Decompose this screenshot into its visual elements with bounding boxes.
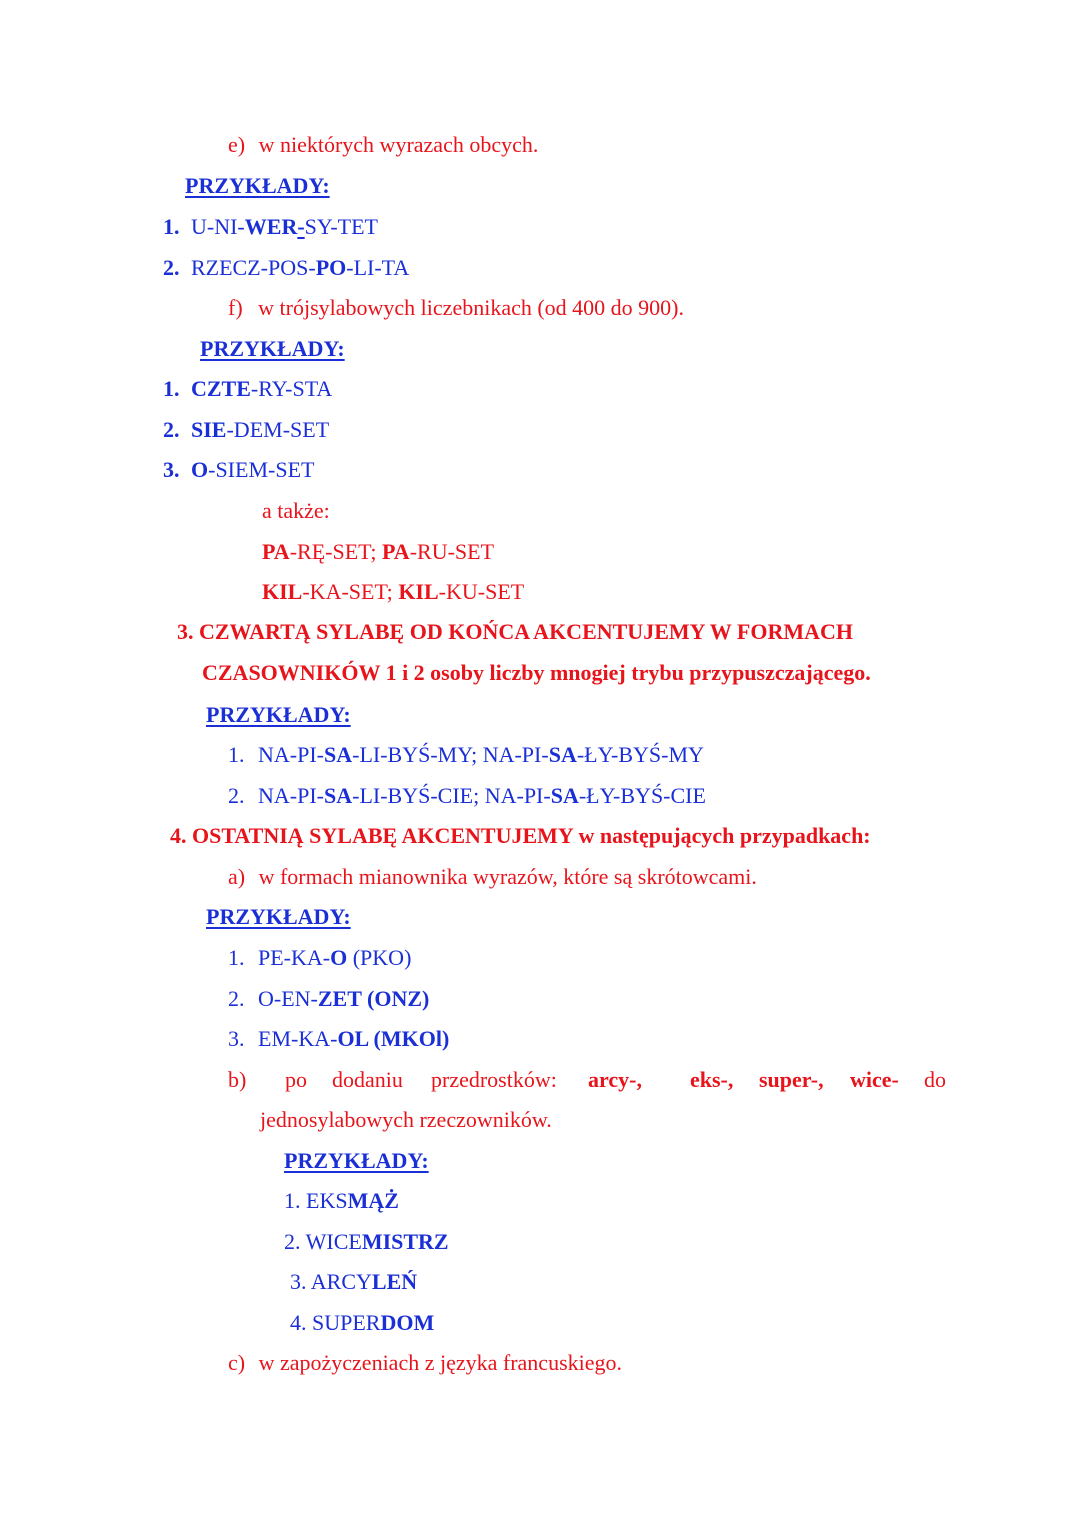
example-item: 2. NA-PI-SA-LI-BYŚ-CIE; NA-PI-SA-ŁY-BYŚ-CIE [228, 783, 706, 808]
item-text: w zapożyczeniach z języka francuskiego. [258, 1350, 623, 1375]
example-item: 3. ARCYLEŃ [290, 1269, 418, 1294]
item-text: dodaniu [332, 1067, 403, 1092]
examples-heading: PRZYKŁADY: [206, 904, 351, 929]
item-text: przedrostków: [431, 1067, 557, 1092]
example-item: 4. SUPERDOM [290, 1310, 435, 1335]
example-item: 1. EKSMĄŻ [284, 1188, 399, 1213]
item-text: po [285, 1067, 307, 1092]
example-item: 2. RZECZ-POS-PO-LI-TA [163, 255, 410, 280]
item-c [228, 1350, 622, 1376]
examples-heading: PRZYKŁADY: [206, 702, 351, 727]
rule-heading-continued: CZASOWNIKÓW 1 i 2 osoby liczby mnogiej trybu przypuszczającego. [202, 660, 871, 685]
item-text: w niektórych wyrazach obcych. [258, 132, 539, 157]
examples-heading: PRZYKŁADY: [284, 1148, 429, 1173]
item-marker: f) [228, 295, 243, 320]
rule-heading: 4. OSTATNIĄ SYLABĘ AKCENTUJEMY w następujących przypadkach: [170, 823, 871, 848]
item-text: jednosylabowych rzeczowników. [260, 1107, 552, 1132]
prefix-word: wice- [850, 1067, 899, 1092]
item-f [228, 295, 684, 321]
example-item: 1. NA-PI-SA-LI-BYŚ-MY; NA-PI-SA-ŁY-BYŚ-MY [228, 742, 704, 767]
item-marker: a) [228, 864, 246, 889]
item-e [228, 132, 538, 158]
prefix-word: arcy-, [588, 1067, 642, 1092]
prefix-word: eks-, [690, 1067, 734, 1092]
item-text: w formach mianownika wyrazów, które są skrótowcami. [258, 864, 757, 889]
item-marker: c) [228, 1350, 246, 1375]
example-item: 3. EM-KA-OL (MKOl) [228, 1026, 450, 1051]
example-item: 1. PE-KA-O (PKO) [228, 945, 412, 970]
rule-heading: 3. CZWARTĄ SYLABĘ OD KOŃCA AKCENTUJEMY W FORMACH [177, 619, 853, 644]
example-item: 2. WICEMISTRZ [284, 1229, 449, 1254]
item-text: do [924, 1067, 946, 1092]
examples-heading: PRZYKŁADY: [200, 336, 345, 361]
examples-heading: PRZYKŁADY: [185, 173, 330, 198]
example-item: 1. CZTE-RY-STA [163, 376, 333, 401]
item-text: w trójsylabowych liczebnikach (od 400 do 900). [258, 295, 684, 320]
example-item: 3. O-SIEM-SET [163, 457, 315, 482]
item-a [228, 864, 757, 890]
also-line: KIL-KA-SET; KIL-KU-SET [262, 579, 525, 604]
item-marker: b) [228, 1067, 247, 1092]
also-label: a także: [262, 498, 330, 523]
example-item: 1. U-NI-WER-SY-TET [163, 214, 378, 239]
example-item: 2. SIE-DEM-SET [163, 417, 330, 442]
item-marker: e) [228, 132, 246, 157]
also-line: PA-RĘ-SET; PA-RU-SET [262, 539, 495, 564]
prefix-word: super-, [759, 1067, 824, 1092]
example-item: 2. O-EN-ZET (ONZ) [228, 986, 430, 1011]
item-b [228, 1067, 246, 1093]
